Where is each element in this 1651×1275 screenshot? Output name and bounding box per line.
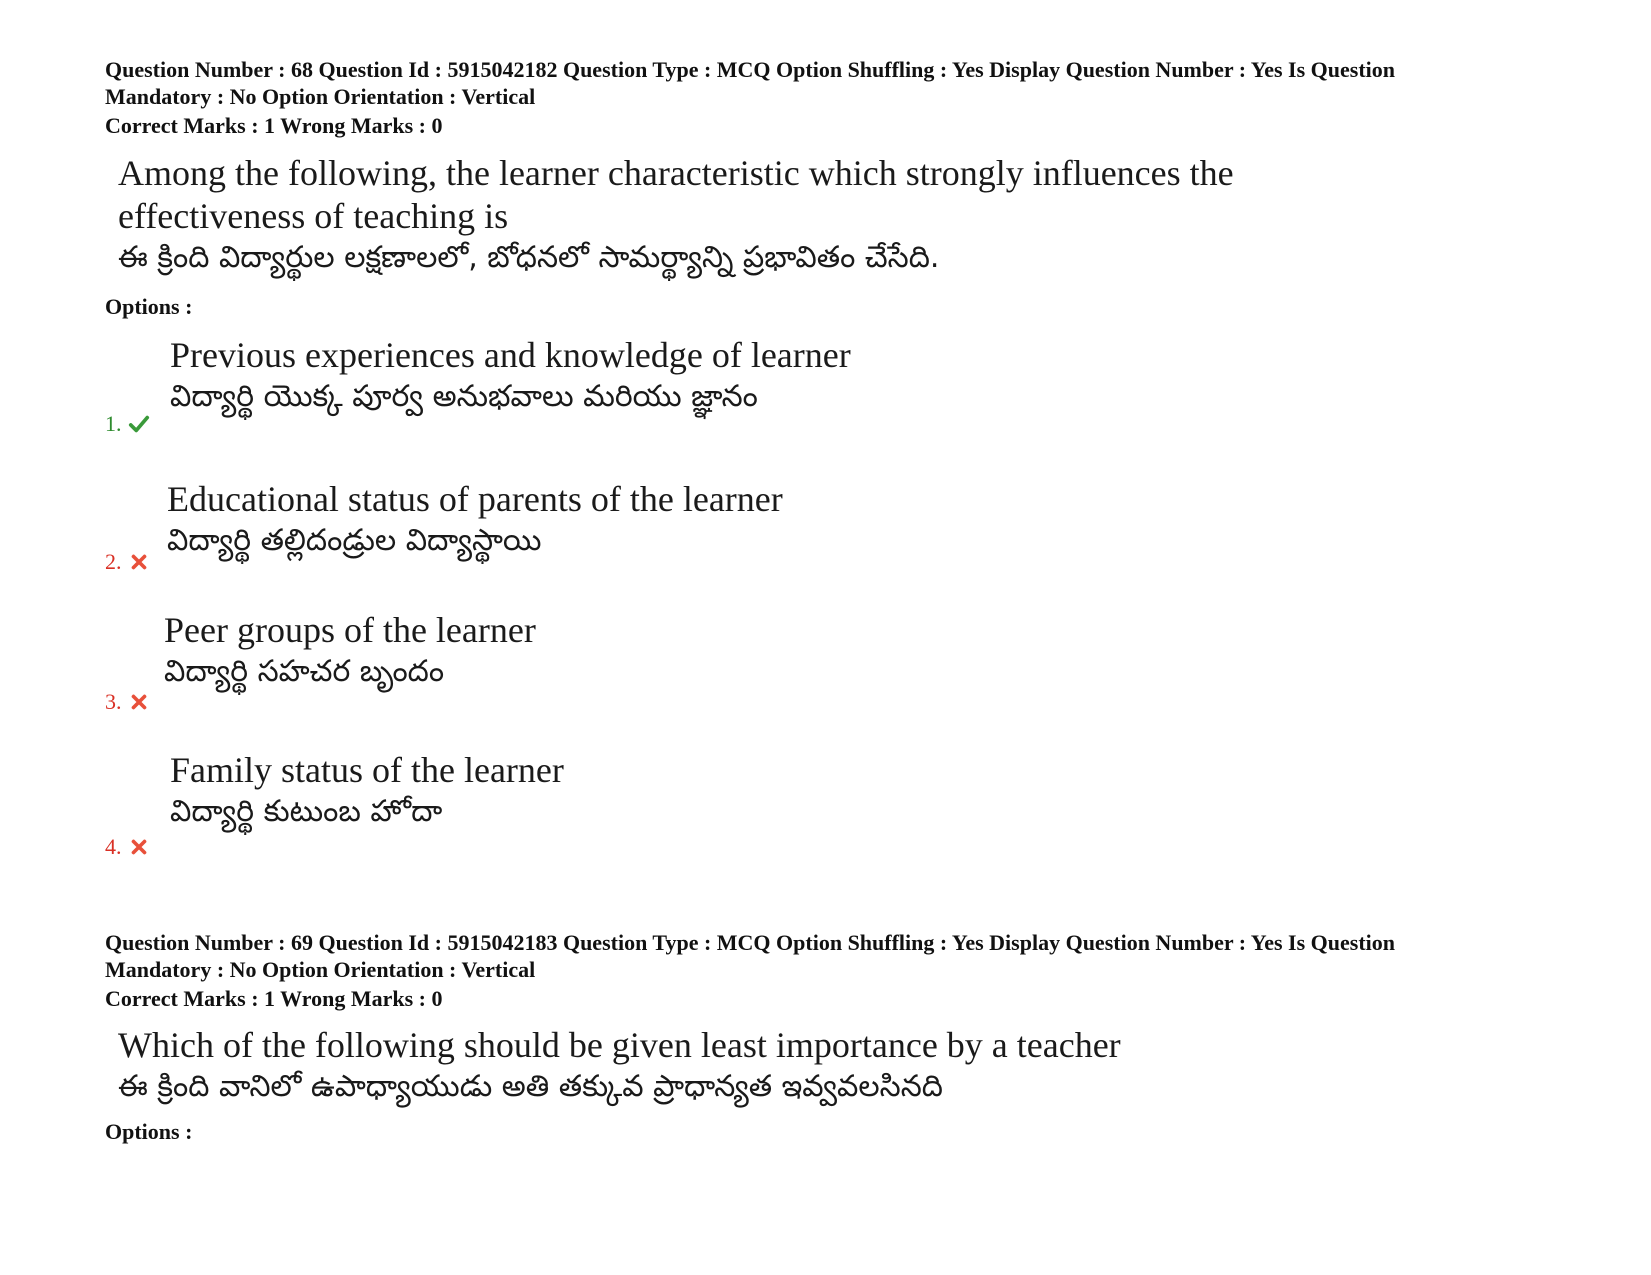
question-68-meta [105, 56, 1545, 110]
question-68-options-label: Options : [105, 294, 193, 319]
option-text-telugu: విద్యార్థి యొక్క పూర్వ అనుభవాలు మరియు జ్ఞానం [170, 379, 758, 414]
question-69-meta [105, 929, 1545, 983]
question-meta-line-1: Question Number : 68 Question Id : 5915042182 Question Type : MCQ Option Shuffling : Yes Display Question Number : Yes Is Question [105, 57, 1395, 82]
option-4-marker [105, 834, 150, 860]
cross-icon [128, 691, 150, 713]
option-3 [164, 609, 1164, 692]
question-meta-line-1: Question Number : 69 Question Id : 5915042183 Question Type : MCQ Option Shuffling : Yes Display Question Number : Yes Is Question [105, 930, 1395, 955]
option-text-english: Family status of the learner [170, 750, 564, 790]
question-meta-line-2: Mandatory : No Option Orientation : Vertical [105, 957, 536, 982]
question-stem-telugu: ఈ క్రింది వానిలో ఉపాధ్యాయుడు అతి తక్కువ ప్రాధాన్యత ఇవ్వవలసినది [118, 1069, 943, 1104]
question-69-stem [118, 1024, 1378, 1107]
question-69-marks: Correct Marks : 1 Wrong Marks : 0 [105, 986, 443, 1011]
cross-icon [128, 551, 150, 573]
option-text-telugu: విద్యార్థి సహచర బృందం [164, 654, 445, 689]
option-number: 4. [105, 834, 122, 859]
option-4 [170, 749, 1170, 832]
question-68-stem [118, 152, 1378, 278]
option-number: 3. [105, 689, 122, 714]
option-text-english: Previous experiences and knowledge of learner [170, 335, 851, 375]
question-stem-english: Which of the following should be given least importance by a teacher [118, 1025, 1121, 1065]
question-meta-line-2: Mandatory : No Option Orientation : Vertical [105, 84, 536, 109]
cross-icon [128, 836, 150, 858]
option-3-marker [105, 689, 150, 715]
option-text-english: Peer groups of the learner [164, 610, 536, 650]
option-1-marker [105, 411, 150, 437]
check-icon [128, 413, 150, 435]
question-stem-telugu: ఈ క్రింది విద్యార్థుల లక్షణాలలో, బోధనలో సామర్థ్యాన్ని ప్రభావితం చేసేది. [118, 240, 940, 275]
question-stem-english: Among the following, the learner characteristic which strongly influences the effectiveness of teaching is [118, 153, 1234, 236]
option-2 [167, 478, 1167, 561]
option-text-telugu: విద్యార్థి కుటుంబ హోదా [170, 794, 443, 829]
option-text-telugu: విద్యార్థి తల్లిదండ్రుల విద్యాస్థాయి [167, 523, 542, 558]
option-text-english: Educational status of parents of the learner [167, 479, 783, 519]
option-1 [170, 334, 1170, 417]
option-number: 1. [105, 411, 122, 436]
question-69-options-label: Options : [105, 1119, 193, 1144]
question-68-marks: Correct Marks : 1 Wrong Marks : 0 [105, 113, 443, 138]
option-2-marker [105, 549, 150, 575]
option-number: 2. [105, 549, 122, 574]
